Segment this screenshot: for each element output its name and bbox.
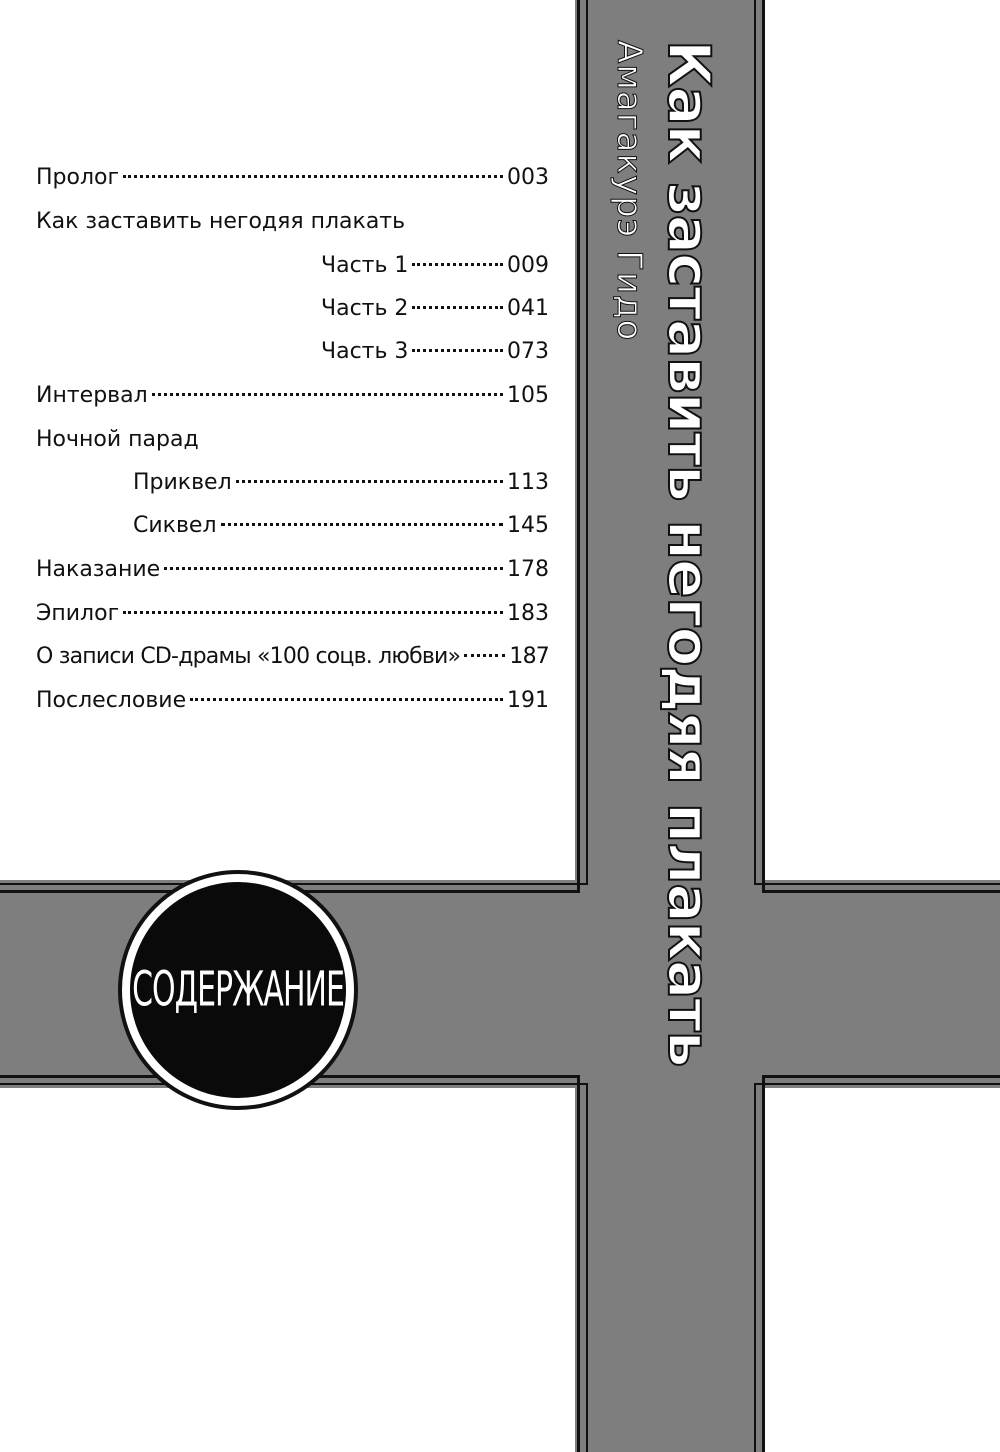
toc-entry-label: Интервал [36,383,148,408]
toc-entry[interactable] [36,685,549,717]
toc-entry-label: Часть 2 [321,296,409,321]
toc-entry-page: 178 [507,557,549,582]
frame-rule [762,1075,1000,1078]
contents-badge [130,882,346,1098]
toc-leader-dots [190,698,503,701]
toc-leader-dots [152,393,503,396]
frame-rule [586,0,588,885]
toc-entry[interactable] [321,250,549,282]
toc-section-heading [36,424,549,456]
toc-leader-dots [123,175,503,178]
toc-entry-label: Как заставить негодяя плакать [36,209,406,234]
toc-entry-page: 073 [507,339,549,364]
frame-rule [762,1075,765,1452]
toc-entry-page: 003 [507,165,549,190]
toc-section-heading [36,206,549,238]
toc-entry-label: Послесловие [36,688,187,713]
panel-bottom-left [0,1088,575,1452]
toc-entry[interactable] [36,598,549,630]
contents-badge-label: СОДЕРЖАНИЕ [132,962,344,1018]
toc-entry-page: 183 [507,601,549,626]
toc-leader-dots [412,306,503,309]
toc-entry-page: 041 [507,296,549,321]
toc-entry[interactable] [133,510,549,542]
toc-entry[interactable] [321,293,549,325]
toc-entry-page: 009 [507,253,549,278]
frame-rule [577,1075,580,1452]
frame-rule [754,0,756,885]
panel-bottom-right [765,1088,1000,1452]
book-title: Как заставить негодяя плакать [655,40,723,1067]
toc-leader-dots [412,263,503,266]
toc-entry-label: Пролог [36,165,120,190]
frame-rule [577,0,580,893]
toc-entry-page: 187 [509,644,549,669]
toc-entry[interactable] [36,641,549,673]
frame-rule [754,883,1000,885]
toc-leader-dots [164,567,503,570]
toc-entry-label: Наказание [36,557,161,582]
toc-entry[interactable] [321,336,549,368]
toc-entry[interactable] [36,162,549,194]
toc-leader-dots [412,349,503,352]
toc-entry[interactable] [133,467,549,499]
frame-rule [754,1083,1000,1085]
book-author: Амагакурэ Гидо [609,40,649,342]
toc-entry-page: 113 [507,470,549,495]
toc-leader-dots [236,480,503,483]
toc-entry-label: О записи CD-драмы «100 соцв. любви» [36,644,461,669]
frame-rule [586,1083,588,1452]
toc-entry-label: Часть 1 [321,253,409,278]
toc-entry[interactable] [36,554,549,586]
frame-rule [754,1083,756,1452]
toc-entry-label: Ночной парад [36,427,199,452]
toc-entry-label: Сиквел [133,513,217,538]
frame-rule [762,890,1000,893]
toc-entry-label: Часть 3 [321,339,409,364]
toc-entry-page: 191 [507,688,549,713]
toc-leader-dots [221,523,503,526]
toc-entry[interactable] [36,380,549,412]
toc-leader-dots [464,654,505,657]
toc-leader-dots [123,611,503,614]
toc-entry-label: Приквел [133,470,232,495]
frame-rule [762,0,765,893]
toc-entry-label: Эпилог [36,601,120,626]
toc-entry-page: 105 [507,383,549,408]
panel-top-right [765,0,1000,880]
toc-entry-page: 145 [507,513,549,538]
